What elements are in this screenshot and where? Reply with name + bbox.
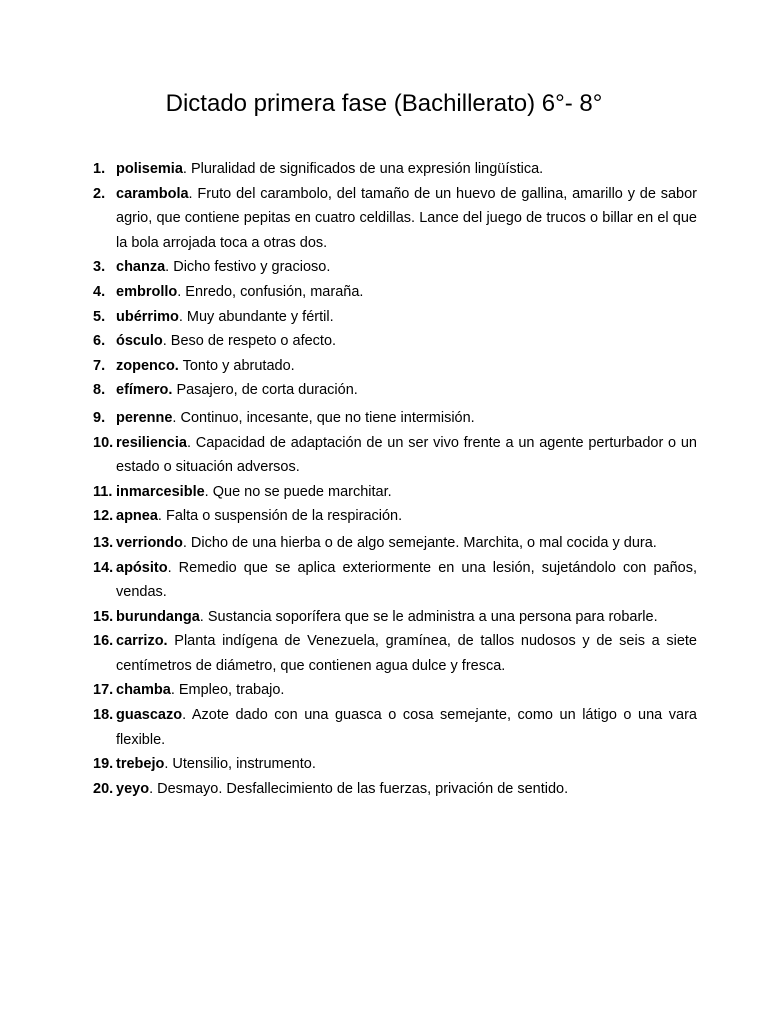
item-term: resiliencia	[116, 434, 187, 451]
item-term: apósito	[116, 559, 168, 576]
item-number: 5.	[93, 308, 106, 325]
item-term: verriondo	[116, 534, 183, 551]
item-term: yeyo	[116, 780, 150, 797]
item-number: 16.	[93, 633, 114, 650]
item-number: 18.	[93, 707, 114, 724]
list-item	[93, 752, 697, 777]
item-number: 7.	[93, 357, 106, 374]
item-definition: . Sustancia soporífera que se le administra a una persona para robarle.	[199, 608, 658, 625]
item-number: 1.	[93, 161, 106, 177]
item-definition: . Fruto del carambolo, del tamaño de un huevo de gallina, amarillo y de sabor agrio, que contiene pepitas en cuatro celdillas. Lance del juego de trucos o billar en el que la bola arrojada toca a otras dos.	[116, 185, 697, 251]
item-definition: . Capacidad de adaptación de un ser vivo frente a un agente perturbador o un estado o situación adversos.	[116, 434, 697, 476]
item-definition: . Pluralidad de significados de una expresión lingüística.	[182, 161, 544, 177]
item-definition: . Remedio que se aplica exteriormente en una lesión, sujetándolo con paños, vendas.	[116, 559, 697, 601]
item-number: 6.	[93, 333, 106, 350]
item-term: carrizo.	[116, 633, 168, 650]
item-term: zopenco.	[116, 357, 179, 374]
item-definition: Planta indígena de Venezuela, gramínea, de tallos nudosos y de seis a siete centímetros de diámetro, que contienen agua dulce y fresca.	[116, 633, 697, 674]
item-definition: . Empleo, trabajo.	[170, 682, 285, 699]
list-item	[93, 629, 697, 678]
item-term: carambola	[116, 185, 189, 202]
item-term: inmarcesible	[116, 483, 205, 500]
vocabulary-list	[93, 157, 697, 801]
item-definition: . Enredo, confusión, maraña.	[177, 283, 364, 300]
item-number: 15.	[93, 608, 114, 625]
list-item	[93, 480, 697, 505]
list-item	[93, 157, 697, 182]
item-term: trebejo	[116, 756, 165, 773]
item-number: 2.	[93, 185, 106, 202]
item-number: 10.	[93, 434, 114, 451]
item-number: 9.	[93, 409, 106, 426]
item-definition: . Que no se puede marchitar.	[204, 483, 392, 500]
item-number: 17.	[93, 682, 114, 699]
item-definition: . Beso de respeto o afecto.	[162, 333, 337, 350]
list-item	[93, 504, 697, 529]
item-term: chanza	[116, 259, 166, 276]
item-definition: . Azote dado con una guasca o cosa semejante, como un látigo o una vara flexible.	[116, 707, 697, 748]
item-term: ubérrimo	[116, 308, 179, 325]
list-item	[93, 777, 697, 802]
item-number: 4.	[93, 283, 106, 300]
item-definition: . Desmayo. Desfallecimiento de las fuerzas, privación de sentido.	[149, 780, 569, 797]
item-number: 20.	[93, 780, 114, 797]
item-number: 13.	[93, 534, 114, 551]
item-term: apnea	[116, 508, 158, 525]
item-term: ósculo	[116, 333, 163, 350]
item-number: 14.	[93, 559, 114, 576]
list-item	[93, 255, 697, 280]
item-definition: Tonto y abrutado.	[178, 357, 295, 374]
item-term: guascazo	[116, 707, 183, 724]
list-item	[93, 531, 697, 556]
list-item	[93, 431, 697, 480]
item-number: 8.	[93, 382, 106, 399]
page-title: Dictado primera fase (Bachillerato) 6°- 8°	[165, 90, 603, 117]
list-item	[93, 329, 697, 354]
item-number: 12.	[93, 508, 114, 525]
list-item	[93, 703, 697, 752]
item-number: 11.	[93, 483, 113, 500]
list-item	[93, 280, 697, 305]
item-number: 3.	[93, 259, 106, 276]
item-definition: . Utensilio, instrumento.	[164, 756, 316, 773]
item-definition: . Dicho festivo y gracioso.	[165, 259, 331, 276]
item-definition: . Dicho de una hierba o de algo semejante. Marchita, o mal cocida y dura.	[182, 534, 657, 551]
list-item	[93, 556, 697, 605]
item-term: embrollo	[116, 283, 178, 300]
list-item	[93, 678, 697, 703]
list-item	[93, 378, 697, 403]
item-number: 19.	[93, 756, 114, 773]
item-term: efímero.	[116, 382, 173, 399]
list-item	[93, 182, 697, 256]
list-item	[93, 354, 697, 379]
list-item	[93, 406, 697, 431]
list-item	[93, 305, 697, 330]
list-item	[93, 605, 697, 630]
item-definition: . Continuo, incesante, que no tiene intermisión.	[172, 409, 475, 426]
item-term: burundanga	[116, 608, 200, 625]
item-definition: . Muy abundante y fértil.	[178, 308, 334, 325]
item-term: perenne	[116, 409, 173, 426]
item-term: polisemia	[116, 161, 183, 177]
item-definition: Pasajero, de corta duración.	[172, 382, 358, 399]
item-definition: . Falta o suspensión de la respiración.	[157, 508, 403, 525]
item-term: chamba	[116, 682, 171, 699]
